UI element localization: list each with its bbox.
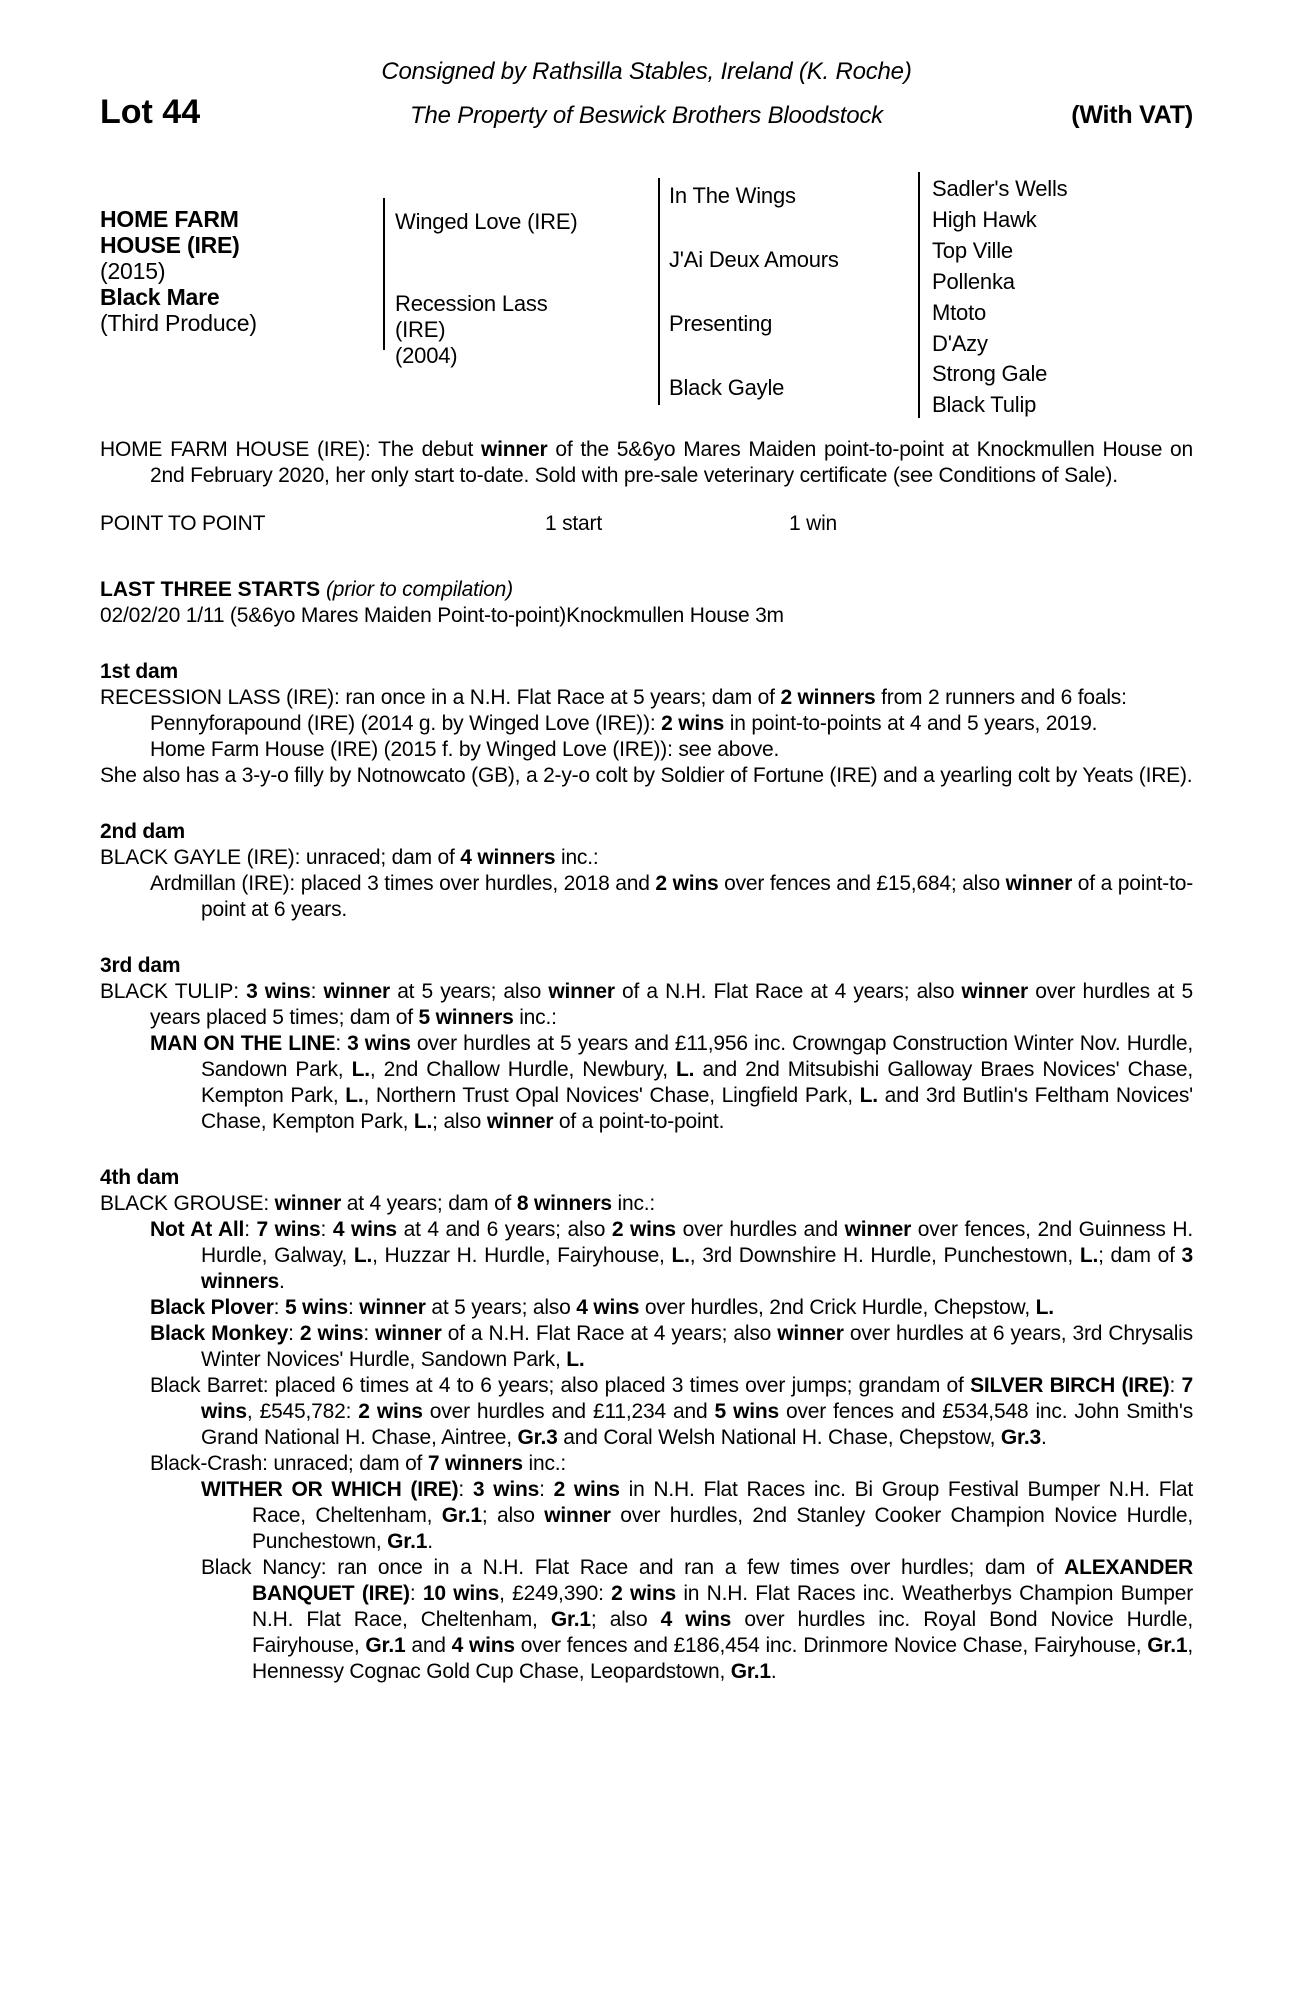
- grandparent-name: Black Gayle: [669, 375, 785, 400]
- pedigree-paragraph: BLACK GROUSE: winner at 4 years; dam of 8 winners inc.:: [100, 1192, 656, 1215]
- pedigree-divider: [658, 178, 660, 405]
- intro-paragraph: HOME FARM HOUSE (IRE): The debut winner of the 5&6yo Mares Maiden point-to-point at Knockmullen House on 2nd February 2020, her only start to-date. Sold with pre-sale veterinary certificate (see Conditions of Sale).: [100, 438, 1193, 487]
- subject-description: Black Mare: [100, 284, 220, 310]
- pedigree-subject: [100, 206, 382, 336]
- vat-label: (With VAT): [1071, 101, 1193, 129]
- dam-name-line: Recession Lass: [395, 291, 548, 316]
- great-grandparent-name: Sadler's Wells: [932, 176, 1068, 201]
- pedigree-great-grandparents-column: [932, 174, 1193, 421]
- dam-heading: 4th dam: [100, 1166, 180, 1189]
- pedigree-paragraph: MAN ON THE LINE: 3 wins over hurdles at 5 years and £11,956 inc. Crowngap Construction Winter Nov. Hurdle, Sandown Park, L., 2nd Challow Hurdle, Newbury, L. and 2nd Mitsubishi Galloway Braes Novices' Chase, Kempton Park, L., Northern Trust Opal Novices' Chase, Lingfield Park, L. and 3rd Butlin's Feltham Novices' Chase, Kempton Park, L.; also winner of a point-to-point.: [150, 1032, 1193, 1133]
- consignor-line: Consigned by Rathsilla Stables, Ireland (K. Roche): [381, 58, 912, 85]
- dam-name-line: (IRE): [395, 317, 446, 342]
- dam-paragraphs: [100, 845, 1193, 923]
- great-grandparent-name: D'Azy: [932, 330, 988, 356]
- dam-heading: 3rd dam: [100, 954, 181, 977]
- pedigree-paragraph: Black Barret: placed 6 times at 4 to 6 years; also placed 3 times over jumps; grandam of SILVER BIRCH (IRE): 7 wins, £545,782: 2 wins over hurdles and £11,234 and 5 wins over fences and £534,548 inc. John Smith's Grand National H. Chase, Aintree, Gr.3 and Coral Welsh National H. Chase, Chepstow, Gr.3.: [150, 1374, 1193, 1449]
- dam-paragraphs: [100, 1191, 1193, 1685]
- pedigree-paragraph: BLACK GAYLE (IRE): unraced; dam of 4 winners inc.:: [100, 846, 599, 869]
- subject-name-line: HOME FARM: [100, 206, 239, 232]
- subject-name-line: HOUSE (IRE): [100, 232, 240, 258]
- grandparent-name: In The Wings: [669, 183, 796, 208]
- pedigree-parents-column: [395, 209, 650, 369]
- pedigree-paragraph: WITHER OR WHICH (IRE): 3 wins: 2 wins in N.H. Flat Races inc. Bi Group Festival Bumper N.H. Flat Race, Cheltenham, Gr.1; also winner over hurdles, 2nd Stanley Cooker Champion Novice Hurdle, Punchestown, Gr.1.: [201, 1478, 1193, 1553]
- pedigree-paragraph: BLACK TULIP: 3 wins: winner at 5 years; also winner of a N.H. Flat Race at 4 years; also winner over hurdles at 5 years placed 5 times; dam of 5 winners inc.:: [100, 980, 1193, 1029]
- dam-section: [100, 819, 1193, 923]
- pedigree-table: [100, 173, 1193, 423]
- dam-section: [100, 1165, 1193, 1685]
- dam-name-line: (2004): [395, 343, 458, 368]
- property-line: The Property of Beswick Brothers Bloodstock: [410, 102, 883, 129]
- dam-section: [100, 659, 1193, 789]
- dam-section: [100, 953, 1193, 1135]
- dam-heading: 2nd dam: [100, 820, 185, 843]
- lot-number: Lot 44: [100, 93, 201, 131]
- pedigree-paragraph: Black Monkey: 2 wins: winner of a N.H. Flat Race at 4 years; also winner over hurdles at 6 years, 3rd Chrysalis Winter Novices' Hurdle, Sandown Park, L.: [150, 1322, 1193, 1371]
- pedigree-paragraph: Pennyforapound (IRE) (2014 g. by Winged Love (IRE)): 2 wins in point-to-points at 4 and 5 years, 2019.: [150, 712, 1098, 735]
- great-grandparent-name: Black Tulip: [932, 392, 1037, 418]
- subject-year: (2015): [100, 258, 166, 284]
- pedigree-paragraph: Ardmillan (IRE): placed 3 times over hurdles, 2018 and 2 wins over fences and £15,684; also winner of a point-to-point at 6 years.: [150, 872, 1194, 921]
- grandparent-name: Presenting: [669, 311, 773, 336]
- record-starts: 1 start: [545, 512, 602, 535]
- pedigree-paragraph: Black-Crash: unraced; dam of 7 winners inc.:: [150, 1452, 567, 1475]
- dam-paragraphs: [100, 979, 1193, 1135]
- great-grandparent-name: High Hawk: [932, 206, 1037, 232]
- dam-name: [395, 291, 650, 369]
- subject-name: [100, 206, 382, 258]
- grandparent-name: J'Ai Deux Amours: [669, 247, 839, 272]
- dam-paragraphs: [100, 685, 1193, 789]
- subject-produce: (Third Produce): [100, 310, 257, 336]
- dam-heading: 1st dam: [100, 660, 178, 683]
- race-record-row: [100, 511, 1193, 537]
- sire-name: Winged Love (IRE): [395, 209, 578, 234]
- pedigree-grandparents-column: [669, 173, 909, 423]
- pedigree-paragraph: She also has a 3-y-o filly by Notnowcato (GB), a 2-y-o colt by Soldier of Fortune (IRE) and a yearling colt by Yeats (IRE).: [100, 764, 1193, 787]
- great-grandparent-name: Top Ville: [932, 237, 1013, 263]
- pedigree-paragraph: Not At All: 7 wins: 4 wins at 4 and 6 years; also 2 wins over hurdles and winner over fences, 2nd Guinness H. Hurdle, Galway, L., Huzzar H. Hurdle, Fairyhouse, L., 3rd Downshire H. Hurdle, Punchestown, L.; dam of 3 winners.: [150, 1218, 1194, 1293]
- record-label: POINT TO POINT: [100, 512, 266, 535]
- great-grandparent-name: Pollenka: [932, 268, 1015, 294]
- dam-sections: [100, 659, 1193, 1685]
- pedigree-paragraph: Black Nancy: ran once in a N.H. Flat Race and ran a few times over hurdles; dam of ALEXANDER BANQUET (IRE): 10 wins, £249,390: 2 wins in N.H. Flat Races inc. Weatherbys Champion Bumper N.H. Flat Race, Cheltenham, Gr.1; also 4 wins over hurdles inc. Royal Bond Novice Hurdle, Fairyhouse, Gr.1 and 4 wins over fences and £186,454 inc. Drinmore Novice Chase, Fairyhouse, Gr.1, Hennessy Cognac Gold Cup Chase, Leopardstown, Gr.1.: [201, 1556, 1194, 1683]
- pedigree-paragraph: Home Farm House (IRE) (2015 f. by Winged Love (IRE)): see above.: [150, 738, 780, 761]
- pedigree-divider: [918, 172, 920, 418]
- pedigree-paragraph: Black Plover: 5 wins: winner at 5 years; also 4 wins over hurdles, 2nd Crick Hurdle, Chepstow, L.: [150, 1296, 1054, 1319]
- pedigree-divider: [383, 198, 385, 350]
- last-starts-line: 02/02/20 1/11 (5&6yo Mares Maiden Point-to-point)Knockmullen House 3m: [100, 604, 784, 627]
- great-grandparent-name: Strong Gale: [932, 361, 1048, 387]
- last-starts-heading: LAST THREE STARTS (prior to compilation): [100, 578, 513, 601]
- great-grandparent-name: Mtoto: [932, 299, 987, 325]
- last-starts-block: [100, 577, 1193, 629]
- record-wins: 1 win: [789, 512, 838, 535]
- pedigree-paragraph: RECESSION LASS (IRE): ran once in a N.H. Flat Race at 5 years; dam of 2 winners from 2 runners and 6 foals:: [100, 686, 1127, 709]
- header-row: [100, 93, 1193, 131]
